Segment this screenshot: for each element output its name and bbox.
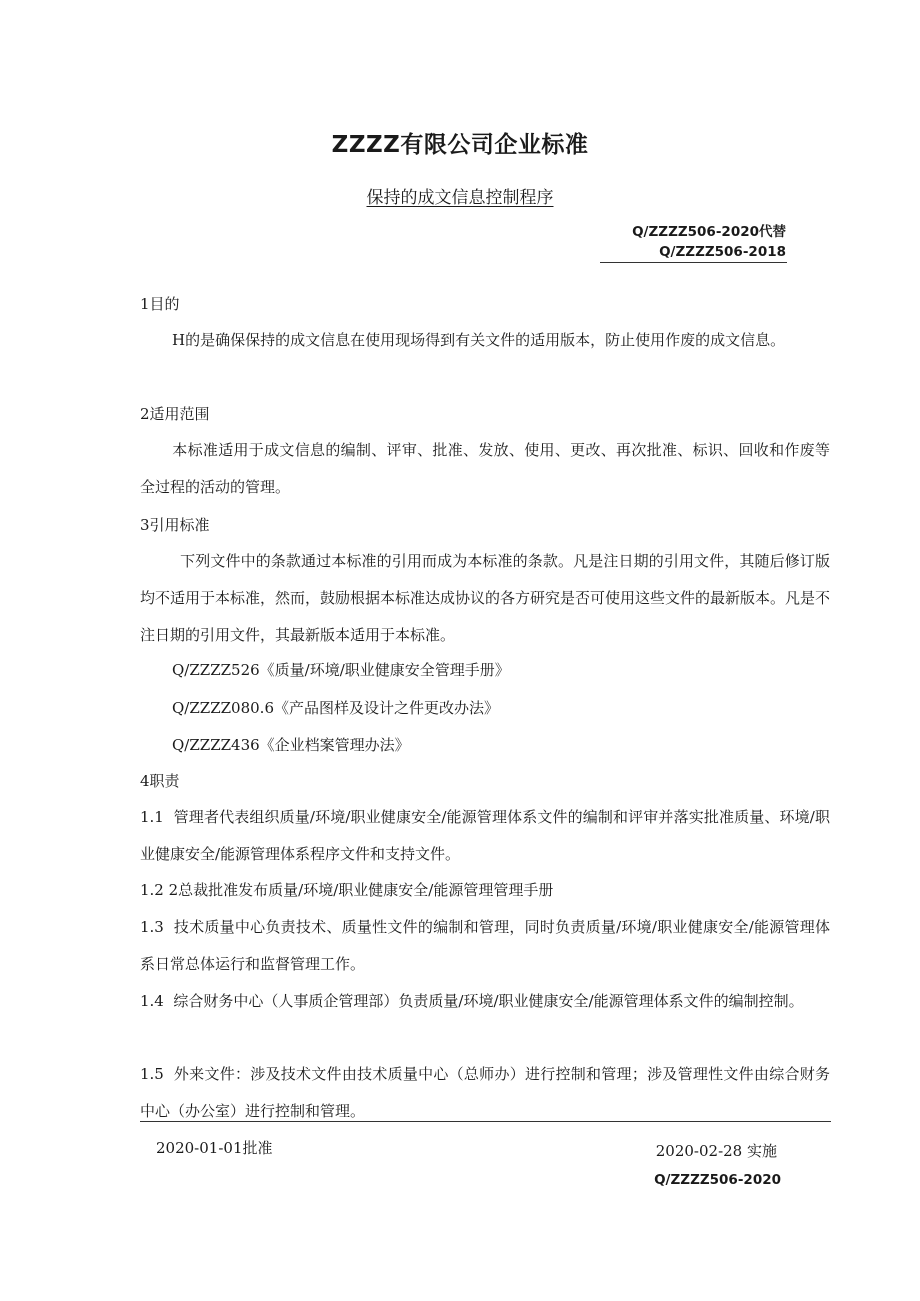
company-standard-title: ZZZZ有限公司企业标准 [331, 132, 589, 158]
header-divider [600, 262, 787, 263]
duty-item [140, 799, 830, 873]
duty-text: 技术质量中心负责技术、质量性文件的编制和管理，同时负责质量/环境/职业健康安全/能源管理体系日常总体运行和监督管理工作。 [140, 918, 830, 973]
section-4-heading: 4职责 [140, 772, 180, 790]
implementation-date: 2020-02-28 实施 [655, 1142, 777, 1160]
duty-number: 1.4 [140, 992, 164, 1010]
duty-item [140, 1056, 830, 1130]
duty-number: 1.1 [140, 808, 164, 826]
section-2-paragraph [140, 432, 830, 506]
duty-item [140, 909, 830, 983]
document-title: 保持的成文信息控制程序 [366, 188, 554, 208]
section-3-paragraph [140, 543, 830, 654]
reference-item: Q/ZZZZ436《企业档案管理办法》 [172, 736, 410, 754]
duty-item [140, 872, 830, 909]
duty-text: 外来文件：涉及技术文件由技术质量中心（总师办）进行控制和管理；涉及管理性文件由综合财务中心（办公室）进行控制和管理。 [140, 1065, 830, 1120]
duty-text: 2总裁批准发布质量/环境/职业健康安全/能源管理管理手册 [168, 881, 554, 899]
section-2-text: 本标准适用于成文信息的编制、评审、批准、发放、使用、更改、再次批准、标识、回收和作废等全过程的活动的管理。 [140, 441, 830, 496]
duty-text: 管理者代表组织质量/环境/职业健康安全/能源管理体系文件的编制和评审并落实批准质量、环境/职业健康安全/能源管理体系程序文件和支持文件。 [140, 808, 830, 863]
section-2-heading: 2适用范围 [140, 405, 210, 423]
duty-number: 1.3 [140, 918, 164, 936]
approval-date: 2020-01-01批准 [156, 1139, 273, 1157]
footer-divider [140, 1121, 831, 1122]
footer-standard-number: Q/ZZZZ506-2020 [654, 1172, 781, 1188]
section-3-text: 下列文件中的条款通过本标准的引用而成为本标准的条款。凡是注日期的引用文件，其随后修订版均不适用于本标准，然而，鼓励根据本标准达成协议的各方研究是否可使用这些文件的最新版本。凡是不注日期的引用文件，其最新版本适用于本标准。 [140, 552, 831, 644]
section-1-heading: 1目的 [140, 295, 180, 313]
duty-item [140, 983, 830, 1020]
standard-number-replaces: Q/ZZZZ506-2020代替 [632, 224, 786, 240]
section-1-paragraph [140, 322, 830, 359]
duty-text: 综合财务中心（人事质企管理部）负责质量/环境/职业健康安全/能源管理体系文件的编制控制。 [173, 992, 804, 1010]
section-1-text: H的是确保保持的成文信息在使用现场得到有关文件的适用版本，防止使用作废的成文信息。 [172, 331, 786, 349]
reference-item: Q/ZZZZ526《质量/环境/职业健康安全管理手册》 [172, 661, 510, 679]
reference-item: Q/ZZZZ080.6《产品图样及设计之件更改办法》 [172, 699, 499, 717]
duty-number: 1.2 [140, 881, 164, 899]
section-3-heading: 3引用标准 [140, 516, 210, 534]
duty-number: 1.5 [140, 1065, 164, 1083]
standard-number-replaced: Q/ZZZZ506-2018 [659, 244, 786, 260]
